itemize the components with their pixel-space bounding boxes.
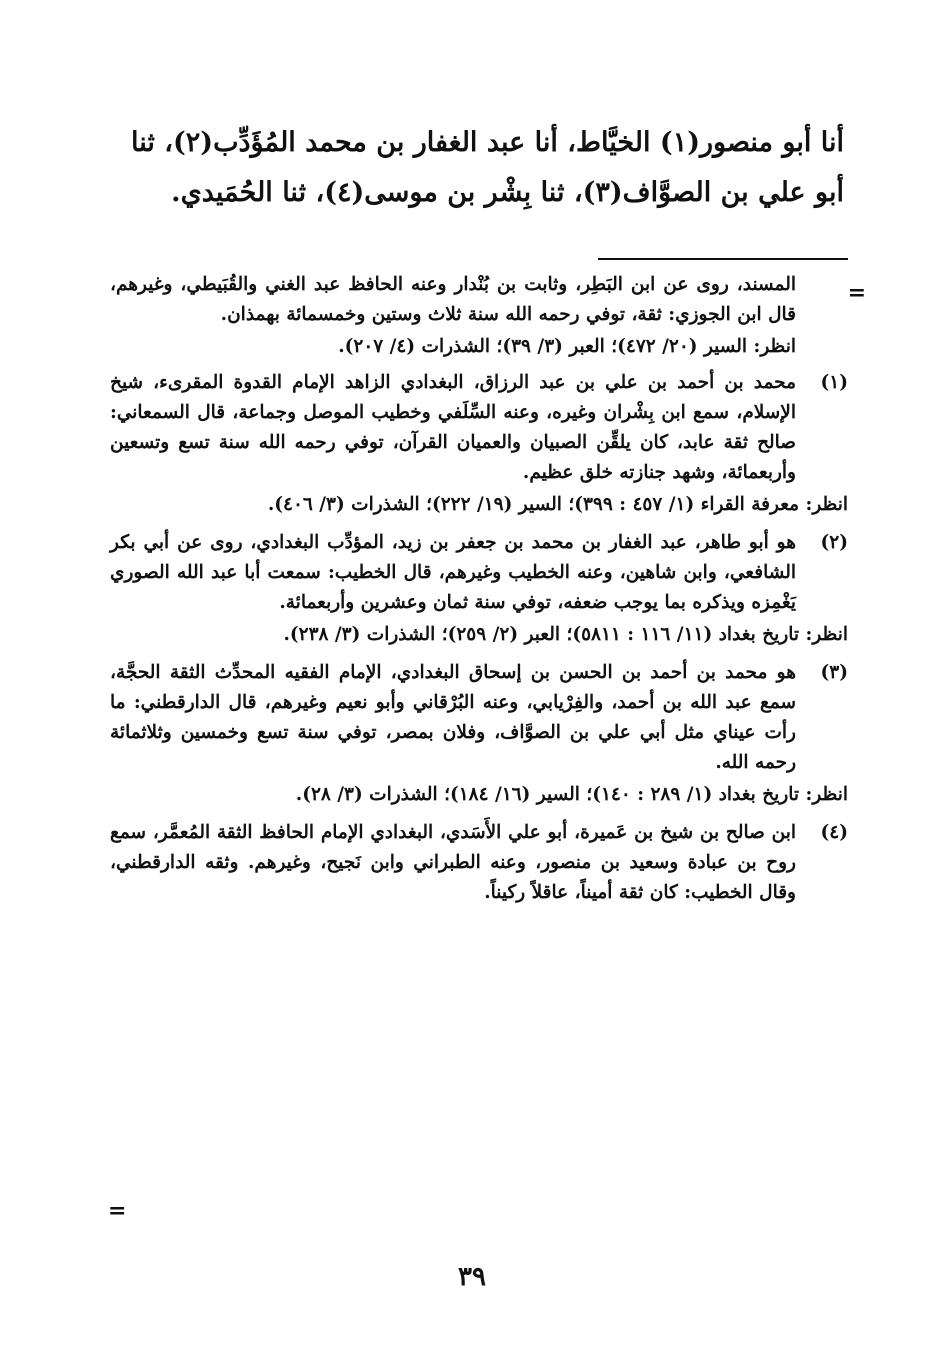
- main-text-line-2: أبو علي بن الصوَّاف(٣)، ثنا بِشْر بن موسى(٤)، ثنا الحُمَيدي.: [171, 177, 844, 208]
- main-text: [100, 118, 844, 218]
- footnote-4-text: ابن صالح بن شيخ بن عَميرة، أبو علي الأَسَدي، البغدادي الإمام الحافظ الثقة المُعمَّر، سمع روح بن عبادة وسعيد بن منصور، وعنه الطبراني وابن نَجيح، وغيرهم. وثقه الدارقطني، وقال الخطيب: كان ثقة أميناً، عاقلاً ركيناً.: [110, 822, 796, 903]
- footnote-3-text: هو محمد بن أحمد بن الحسن بن إسحاق البغدادي، الإمام الفقيه المحدِّث الثقة الحجَّة، سمع عبد الله بن أحمد، والفِرْيابي، وعنه البُرْقاني وأبو نعيم وغيرهم، قال الدارقطني: ما رأت عيناي مثل أبي علي بن الصوَّاف، وفلان بمصر، توفي سنة تسع وخمسين وثلاثمائة رحمه الله.: [110, 662, 796, 773]
- footnote-3-number: (٣): [820, 662, 848, 683]
- footnote-1-ref: انظر: معرفة القراء (١/ ٤٥٧ : ٣٩٩)؛ السير (١٩/ ٢٢٢)؛ الشذرات (٣/ ٤٠٦).: [267, 494, 848, 515]
- footnote-2-ref: انظر: تاريخ بغداد (١١/ ١١٦ : ٥٨١١)؛ العبر (٢/ ٢٥٩)؛ الشذرات (٣/ ٢٣٨).: [283, 624, 848, 645]
- footnote-4-number: (٤): [820, 822, 848, 843]
- footnotes-section: [110, 270, 848, 916]
- footnote-continued-text: المسند، روى عن ابن البَطِر، وثابت بن بُنْدار وعنه الحافظ عبد الغني والقُبَيطي، وغيرهم، قال ابن الجوزي: ثقة، توفي رحمه الله سنة ثلاث وستين وخمسمائة بهمذان.: [110, 274, 796, 325]
- footnote-divider: [598, 258, 848, 260]
- footnote-1-number: (١): [820, 372, 848, 393]
- footnote-continued: [110, 270, 848, 362]
- footnote-2-number: (٢): [820, 532, 848, 553]
- footnote-1: [110, 368, 848, 520]
- footnote-2-text: هو أبو طاهر، عبد الغفار بن محمد بن جعفر بن زيد، المؤدِّب البغدادي، روى عن أبي بكر الشافعي، وابن شاهين، وعنه الخطيب وغيرهم، قال الخطيب: سمعت أبا عبد الله الصوري يَغْمِزه ويذكره بما يوجب ضعفه، توفي سنة ثمان وعشرين وأربعمائة.: [110, 532, 796, 613]
- footnote-1-text: محمد بن أحمد بن علي بن عبد الرزاق، البغدادي الزاهد الإمام القدوة المقرىء، شيخ الإسلام، سمع ابن بِشْران وغيره، وعنه السِّلَفي وخطيب الموصل وجماعة، قال السمعاني: صالح ثقة عابد، كان يلقِّن الصبيان والعميان القرآن، توفي رحمه الله سنة تسع وتسعين وأربعمائة، وشهد جنازته خلق عظيم.: [110, 372, 796, 483]
- footnote-3-ref: انظر: تاريخ بغداد (١/ ٢٨٩ : ١٤٠)؛ السير (١٦/ ١٨٤)؛ الشذرات (٣/ ٢٨).: [295, 784, 848, 805]
- footnote-2: [110, 528, 848, 650]
- continuation-marker-top: =: [847, 280, 866, 306]
- main-text-line-1: أنا أبو منصور(١) الخيَّاط، أنا عبد الغفار بن محمد المُؤَدِّب(٢)، ثنا: [131, 127, 844, 158]
- page-number: ٣٩: [458, 1262, 486, 1292]
- continuation-marker-bottom: =: [108, 1198, 127, 1224]
- footnote-3: [110, 658, 848, 810]
- footnote-continued-ref: انظر: السير (٢٠/ ٤٧٢)؛ العبر (٣/ ٣٩)؛ الشذرات (٤/ ٢٠٧).: [338, 336, 796, 357]
- footnote-4: [110, 818, 848, 908]
